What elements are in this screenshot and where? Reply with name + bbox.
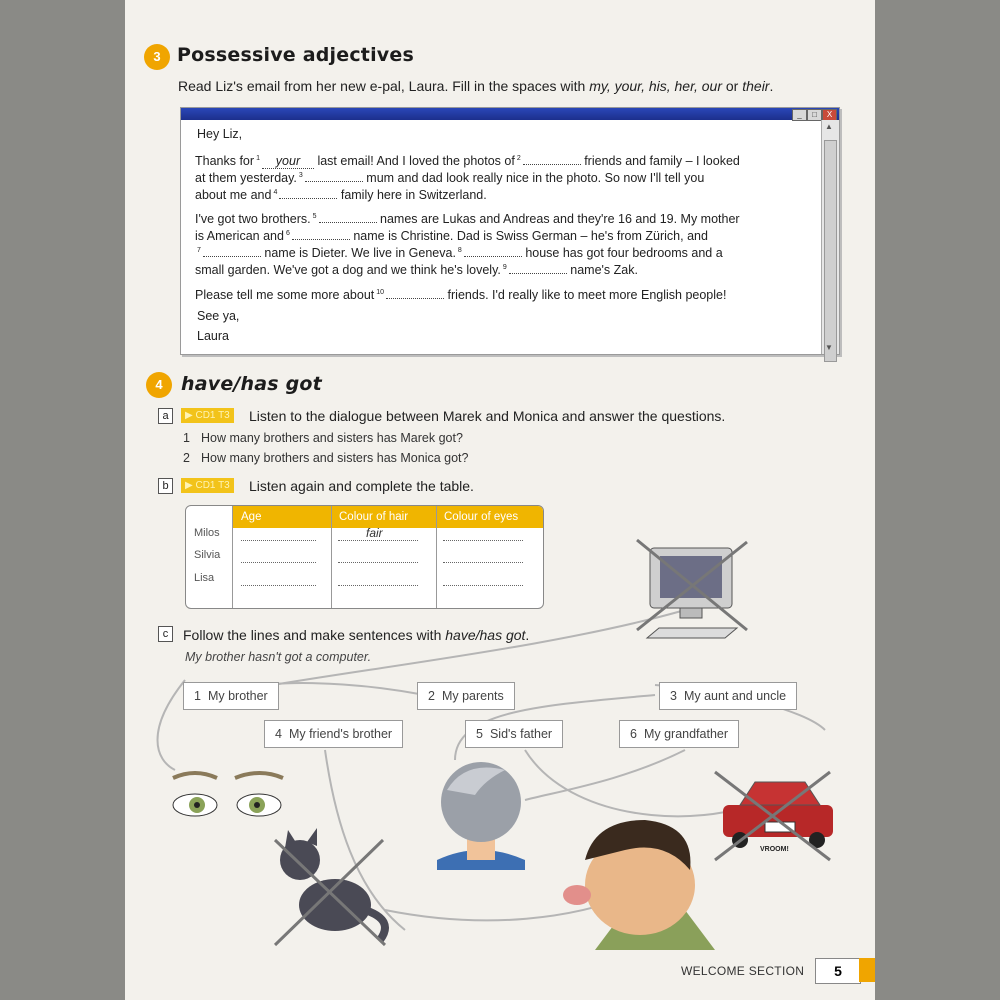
section-title: Possessive adjectives <box>177 44 414 66</box>
section-number-badge: 4 <box>146 372 172 398</box>
exercise-instruction: Follow the lines and make sentences with have/has got. <box>183 627 530 643</box>
scroll-up-icon: ▲ <box>825 122 833 131</box>
column-header: Colour of eyes <box>444 511 519 523</box>
scrollbar-thumb <box>824 140 837 362</box>
email-line: is American and $^6$ name is Christine. Dad is Swiss German – he's from Zürich, and <box>195 229 708 244</box>
workbook-page <box>125 0 875 1000</box>
column-header: Colour of hair <box>339 511 409 523</box>
email-line: $^7$ name is Dieter. We live in Geneva. $^8$ house has got four bedrooms and a <box>197 246 723 261</box>
sentence-box: 6 My grandfather <box>619 720 739 748</box>
close-icon: X <box>822 109 837 121</box>
email-greeting: Hey Liz, <box>197 127 243 141</box>
row-label: Silvia <box>194 549 221 561</box>
row-label: Milos <box>194 527 220 539</box>
column-header: Age <box>241 511 262 523</box>
answer-1: your <box>262 155 314 169</box>
email-line: I've got two brothers. $^5$ names are Lukas and Andreas and they're 16 and 19. My mother <box>195 212 740 227</box>
scroll-down-icon: ▼ <box>825 343 833 352</box>
email-line: at them yesterday. $^3$ mum and dad look really nice in the photo. So now I'll tell you <box>195 171 705 186</box>
audio-track-tag: ▶ CD1 T3 <box>181 408 234 423</box>
question-item: 2 How many brothers and sisters has Monica got? <box>183 451 469 465</box>
footer-section-label: WELCOME SECTION <box>681 964 805 978</box>
exercise-letter: a <box>158 408 173 424</box>
exercise-instruction: Listen again and complete the table. <box>249 478 474 494</box>
example-sentence: My brother hasn't got a computer. <box>185 650 372 664</box>
young-man-illustration <box>563 820 715 950</box>
sentence-box: 1 My brother <box>183 682 279 710</box>
sentence-box: 5 Sid's father <box>465 720 563 748</box>
email-signature: Laura <box>197 329 229 343</box>
section-number-badge: 3 <box>144 44 170 70</box>
eyes-illustration <box>173 773 283 816</box>
section-title: have/has got <box>181 373 322 395</box>
email-signoff: See ya, <box>197 309 240 323</box>
sentence-box: 2 My parents <box>417 682 515 710</box>
email-line: small garden. We've got a dog and we think he's lovely. $^9$ name's Zak. <box>195 263 638 278</box>
page-edge-tab <box>859 958 875 982</box>
audio-track-tag: ▶ CD1 T3 <box>181 478 234 493</box>
illustration-layer <box>125 530 875 970</box>
question-item: 1 How many brothers and sisters has Marek got? <box>183 431 463 445</box>
computer-illustration <box>637 540 747 638</box>
email-line: about me and $^4$ family here in Switzerland. <box>195 188 487 203</box>
sentence-box: 4 My friend's brother <box>264 720 403 748</box>
page-number: 5 <box>815 958 861 984</box>
minimize-icon: _ <box>792 109 807 121</box>
email-line: Thanks for $^1$ your last email! And I loved the photos of $^2$ friends and family – I looked <box>195 154 740 169</box>
exercise-letter: b <box>158 478 173 494</box>
exercise-instruction: Listen to the dialogue between Marek and Monica and answer the questions. <box>249 408 726 424</box>
window-title-bar <box>181 108 839 120</box>
scrollbar <box>821 120 839 354</box>
email-window <box>180 107 840 355</box>
row-label: Lisa <box>194 572 215 584</box>
grey-haired-man-illustration <box>437 762 525 870</box>
exercise-letter: c <box>158 626 173 642</box>
example-answer: fair <box>366 526 383 540</box>
email-line: Please tell me some more about $^{10}$ friends. I'd really like to meet more English people! <box>195 288 727 303</box>
sentence-box: 3 My aunt and uncle <box>659 682 797 710</box>
maximize-icon: □ <box>807 109 822 121</box>
section-instruction: Read Liz's email from her new e-pal, Laura. Fill in the spaces with my, your, his, her, our or their. <box>178 78 774 94</box>
car-plate-text: VROOM! <box>760 846 789 853</box>
